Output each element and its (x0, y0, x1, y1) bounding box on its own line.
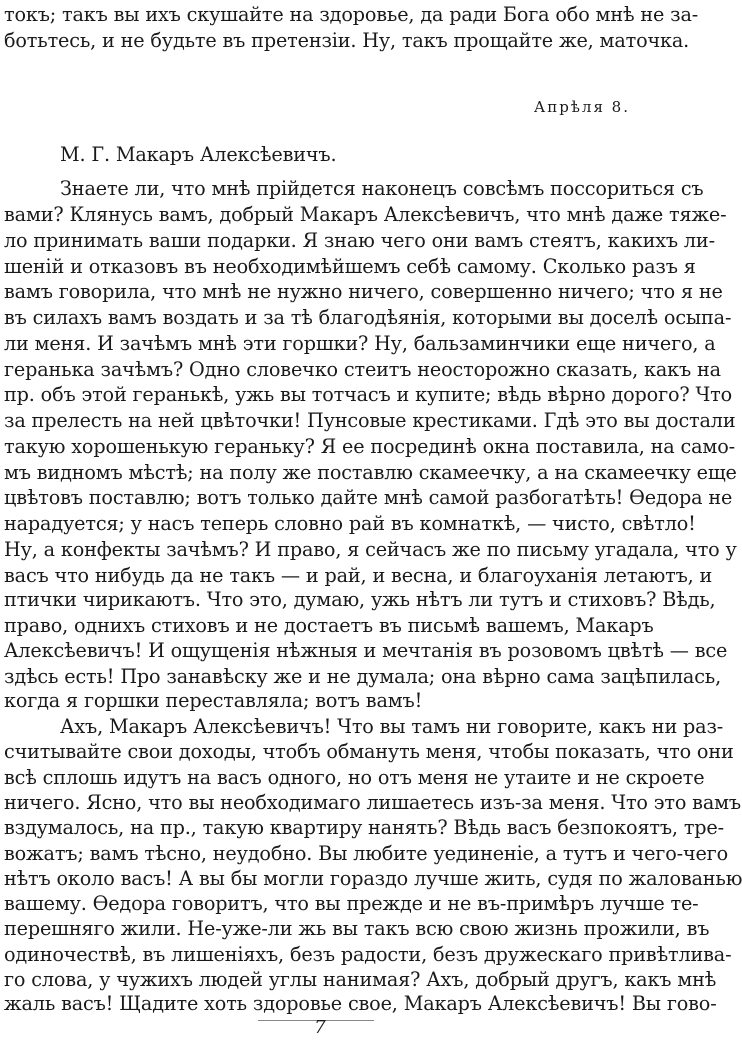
text-line: вамъ говорила, что мнѣ не нужно ничего, совершенно ничего; что я не (4, 280, 723, 303)
text-line: ничего. Ясно, что вы необходимаго лишаетесь изъ-за меня. Что это вамъ (4, 790, 741, 814)
text-line: здѣсь есть! Про занавѣску же и не думала; она вѣрно сама зацѣпилась, (4, 664, 722, 688)
text-line: васъ что нибудь да не такъ — и рай, и весна, и благоуханія летаютъ, и (4, 563, 713, 587)
text-line: всѣ сплошь идутъ на васъ одного, но отъ меня не утаите и не скроете (4, 765, 705, 789)
text-line: ло принимать ваши подарки. Я знаю чего они вамъ стеятъ, какихъ ли- (4, 229, 715, 252)
text-line: одиночествѣ, въ лишеніяхъ, безъ радости, безъ дружескаго привѣтлива- (4, 942, 732, 966)
text-line: цвѣтовъ поставлю; вотъ только дайте мнѣ самой разбогатѣть! Ѳедора не (4, 486, 733, 509)
text-line: пр. объ этой геранькѣ, ужь вы тотчасъ и купите; вѣдь вѣрно дорого? Что (4, 383, 733, 406)
text-line: такую хорошенькую гераньку? Я ее посрединѣ окна поставила, на само- (4, 435, 735, 458)
text-line: Знаете ли, что мнѣ прійдется наконецъ совсѣмъ поссориться съ (60, 177, 704, 200)
text-line: въ силахъ вамъ воздать и за тѣ благодѣянія, которыми вы доселѣ осыпа- (4, 306, 732, 329)
page-number: 7 (314, 1017, 326, 1038)
text-line: перешняго жили. Не-уже-ли жь вы такъ всю свою жизнь прожили, въ (4, 917, 710, 941)
text-line: ботьтесь, и не будьте въ претензіи. Ну, такъ прощайте же, маточка. (4, 29, 690, 52)
text-line: вашему. Ѳедора говоритъ, что вы прежде и не въ-примѣръ лучше те- (4, 891, 699, 915)
text-line: вздумалось, на пр., такую квартиру нанять? Вѣдь васъ безпокоятъ, тре- (4, 816, 724, 840)
text-line: считывайте свои доходы, чтобъ обмануть меня, чтобы показать, что они (4, 740, 734, 764)
letter-date: Апрѣля 8. (533, 98, 630, 116)
text-line: мъ видномъ мѣстѣ; на полу же поставлю скамеечку, а на скамеечку еще (4, 461, 737, 484)
text-line: Ну, а конфекты зачѣмъ? И право, я сейчасъ же по письму угадала, что у (4, 538, 737, 561)
text-line: шеній и отказовъ въ необходимѣйшемъ себѣ самому. Сколько разъ я (4, 255, 696, 278)
text-line: го слова, у чужихъ людей углы нанимая? Ахъ, добрый другъ, какъ мнѣ (4, 968, 717, 992)
text-line: геранька зачѣмъ? Одно словечко стеитъ неосторожно сказать, какъ на (4, 358, 721, 381)
text-line: ли меня. И зачѣмъ мнѣ эти горшки? Ну, бальзаминчики еще ничего, а (4, 332, 716, 355)
text-line: Ахъ, Макаръ Алексѣевичъ! Что вы тамъ ни говорите, какъ ни раз- (60, 714, 724, 738)
text-line: нѣтъ около васъ! А вы бы могли гораздо лучше жить, судя по жалованью (4, 867, 742, 891)
text-line: вами? Клянусь вамъ, добрый Макаръ Алексѣевичъ, что мнѣ даже тяже- (4, 203, 727, 226)
text-line: право, однихъ стиховъ и не достаетъ въ письмѣ вашемъ, Макаръ (4, 613, 654, 637)
text-line: Алексѣевичъ! И ощущенія нѣжныя и мечтанія въ розовомъ цвѣтѣ — все (4, 639, 728, 663)
text-line: нарадуется; у насъ теперь словно рай въ комнаткѣ, — чисто, свѣтло! (4, 512, 696, 535)
text-line: М. Г. Макаръ Алексѣевичъ. (60, 143, 337, 166)
text-line: жаль васъ! Щадите хоть здоровье свое, Макаръ Алексѣевичъ! Вы гово- (4, 992, 717, 1015)
text-line: птички чирикаютъ. Что это, думаю, ужь нѣтъ ли тутъ и стиховъ? Вѣдь, (4, 588, 716, 612)
text-line: вожатъ; вамъ тѣсно, неудобно. Вы любите уединеніе, а тутъ и чего-чего (4, 841, 728, 865)
text-line: когда я горшки переставляла; вотъ вамъ! (4, 689, 423, 713)
text-line: за прелесть на ней цвѣточки! Пунсовые крестиками. Гдѣ это вы достали (4, 409, 736, 432)
text-line: токъ; такъ вы ихъ скушайте на здоровье, да ради Бога обо мнѣ не за- (4, 3, 699, 26)
